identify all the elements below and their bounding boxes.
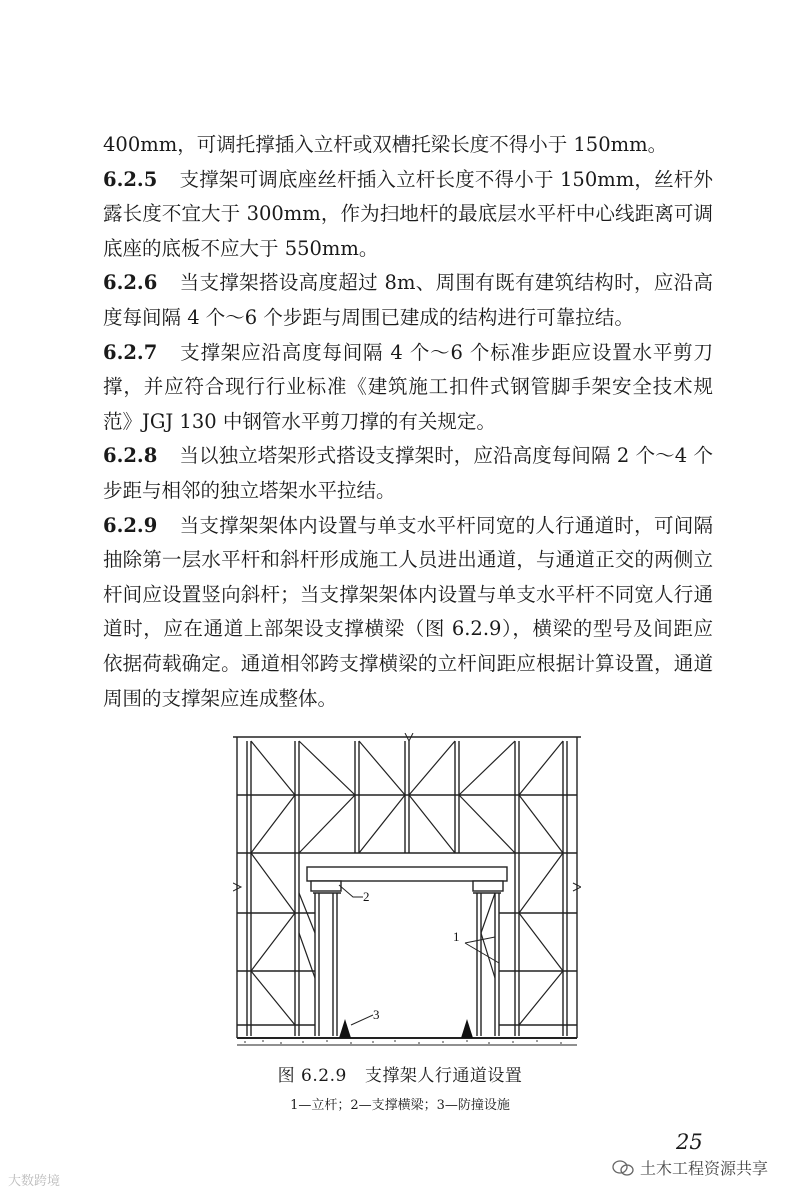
label-2: 2 — [363, 889, 370, 904]
clause-6-2-5 — [103, 163, 713, 267]
ground-hatching — [244, 1040, 562, 1044]
clause-number: 6.2.5 — [103, 167, 158, 191]
watermark-right — [612, 1156, 768, 1179]
clause-text: 支撑架应沿高度每间隔 4 个～6 个标准步距应设置水平剪刀撑，并应符合现行行业标准《建筑施工扣件式钢管脚手架安全技术规范》JGJ 130 中钢管水平剪刀撑的有关规定。 — [103, 340, 713, 433]
page-number: 25 — [676, 1130, 703, 1154]
clause-number: 6.2.6 — [103, 271, 158, 295]
figure-legend: 1—立杆；2—支撑横梁；3—防撞设施 — [290, 1098, 510, 1113]
caption-number: 图 6.2.9 — [277, 1066, 347, 1086]
clause-text: 支撑架可调底座丝杆插入立杆长度不得小于 150mm，丝杆外露长度不宜大于 300mm，作为扫地杆的最底层水平杆中心线距离可调底座的底板不应大于 550mm。 — [103, 167, 713, 260]
clause-6-2-7 — [103, 336, 713, 440]
clause-text: 当支撑架搭设高度超过 8m、周围有既有建筑结构时，应沿高度每间隔 4 个～6 个步距与周围已建成的结构进行可靠拉结。 — [103, 271, 713, 329]
clause-number: 6.2.8 — [103, 444, 158, 468]
scaffold-diagram — [233, 733, 581, 1053]
clause-number: 6.2.9 — [103, 513, 158, 537]
diagonal-braces — [251, 741, 563, 1025]
watermark-left-text: 大数跨境 — [8, 1174, 61, 1189]
clause-6-2-8 — [103, 439, 713, 508]
clause-number: 6.2.7 — [103, 340, 158, 364]
label-1: 1 — [453, 929, 460, 944]
caption-title: 支撑架人行通道设置 — [364, 1066, 523, 1086]
watermark-right-text: 土木工程资源共享 — [640, 1159, 769, 1178]
support-beam — [307, 867, 507, 893]
watermark-left — [8, 1170, 60, 1189]
horizontal-tiers — [237, 795, 577, 1025]
body-text — [103, 128, 713, 716]
clause-6-2-9 — [103, 509, 713, 717]
lead-paragraph: 400mm，可调托撑插入立杆或双槽托梁长度不得小于 150mm。 — [103, 133, 668, 156]
label-3: 3 — [373, 1007, 380, 1022]
clause-6-2-6 — [103, 266, 713, 335]
wechat-icon — [612, 1159, 634, 1177]
uprights — [247, 741, 567, 1036]
scaffold-passage-figure — [233, 733, 581, 1053]
clause-text: 当支撑架架体内设置与单支水平杆同宽的人行通道时，可间隔抽除第一层水平杆和斜杆形成施工人员进出通道，与通道正交的两侧立杆间应设置竖向斜杆；当支撑架架体内设置与单支水平杆不同宽人行通道时，应在通道上部架设支撑横梁（图 6.2.9），横梁的型号及间距应依据荷载确定。通道相邻跨支撑横梁的立杆间距应根据计算设置，通道周围的支撑架应连成整体。 — [103, 513, 713, 710]
figure-caption — [0, 1061, 800, 1086]
clause-text: 当以独立塔架形式搭设支撑架时，应沿高度每间隔 2 个～4 个步距与相邻的独立塔架水平拉结。 — [103, 444, 713, 502]
leader-lines — [339, 885, 499, 1025]
